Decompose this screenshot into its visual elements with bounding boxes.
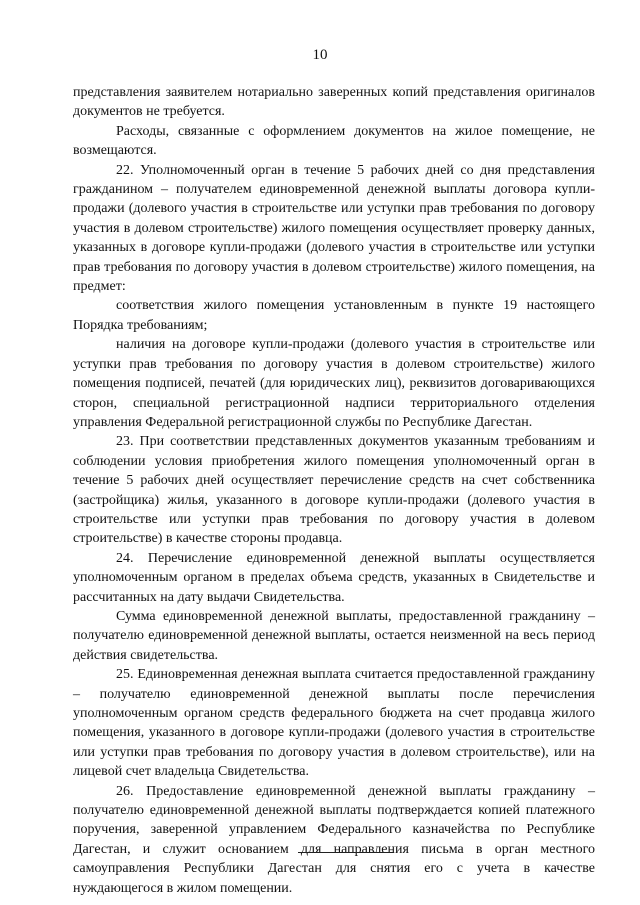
paragraph: 23. При соответствии представленных документов указанным требованиям и соблюдении условия приобретения жилого помещения уполномоченный орган в течение 5 рабочих дней осуществляет перечисление средств на счет собственника (застройщика) жилья, указанного в договоре купли-продажи (долевого участия в строительстве или уступки прав требования по договору участия в долевом строительстве) в качестве стороны продавца.: [73, 434, 595, 547]
paragraph: Расходы, связанные с оформлением документов на жилое помещение, не возмещаются.: [73, 123, 595, 159]
paragraph: 24. Перечисление единовременной денежной выплаты осуществляется уполномоченным органом в пределах объема средств, указанных в Свидетельстве и рассчитанных на дату выдачи Свидетельства.: [73, 550, 595, 605]
paragraph: 25. Единовременная денежная выплата считается предоставленной гражданину – получателю единовременной денежной выплаты после перечисления уполномоченным органом средств федерального бюджета на счет продавца жилого помещения, указанного в договоре купли-продажи (долевого участия в строительстве или уступки прав требования по договору участия в долевом строительстве), или на лицевой счет владельца Свидетельства.: [73, 667, 595, 780]
document-body: [73, 83, 595, 898]
page-number: 10: [312, 47, 328, 63]
paragraph: 26. Предоставление единовременной денежной выплаты гражданину – получателю единовременной денежной выплаты подтверждается копией платежного поручения, заверенной управлением Федерального казначейства по Республике Дагестан, и служит основанием для направления письма в орган местного самоуправления Республики Дагестан для снятия его с учета в качестве нуждающегося в жилом помещении.: [73, 783, 595, 896]
end-of-text-rule: [298, 852, 394, 853]
paragraph: наличия на договоре купли-продажи (долевого участия в строительстве или уступки прав требования по договору участия в долевом строительстве) жилого помещения подписей, печатей (для юридических лиц), реквизитов договаривающихся сторон, специальной регистрационной надписи территориального отделения управления Федеральной регистрационной службы по Республике Дагестан.: [73, 337, 595, 430]
paragraph: 22. Уполномоченный орган в течение 5 рабочих дней со дня представления гражданином – получателем единовременной денежной выплаты договора купли-продажи (долевого участия в строительстве или уступки прав требования по договору участия в долевом строительстве) жилого помещения осуществляет проверку данных, указанных в договоре купли-продажи (долевого участия в строительстве или уступки прав требования по договору участия в долевом строительстве) жилого помещения, на предмет:: [73, 162, 595, 295]
paragraph: соответствия жилого помещения установленным в пункте 19 настоящего Порядка требованиям;: [73, 298, 595, 333]
paragraph: Сумма единовременной денежной выплаты, предоставленной гражданину – получателю единовременной денежной выплаты, остается неизменной на весь период действия свидетельства.: [73, 608, 595, 663]
paragraph: представления заявителем нотариально заверенных копий представления оригиналов документов не требуется.: [73, 85, 595, 120]
